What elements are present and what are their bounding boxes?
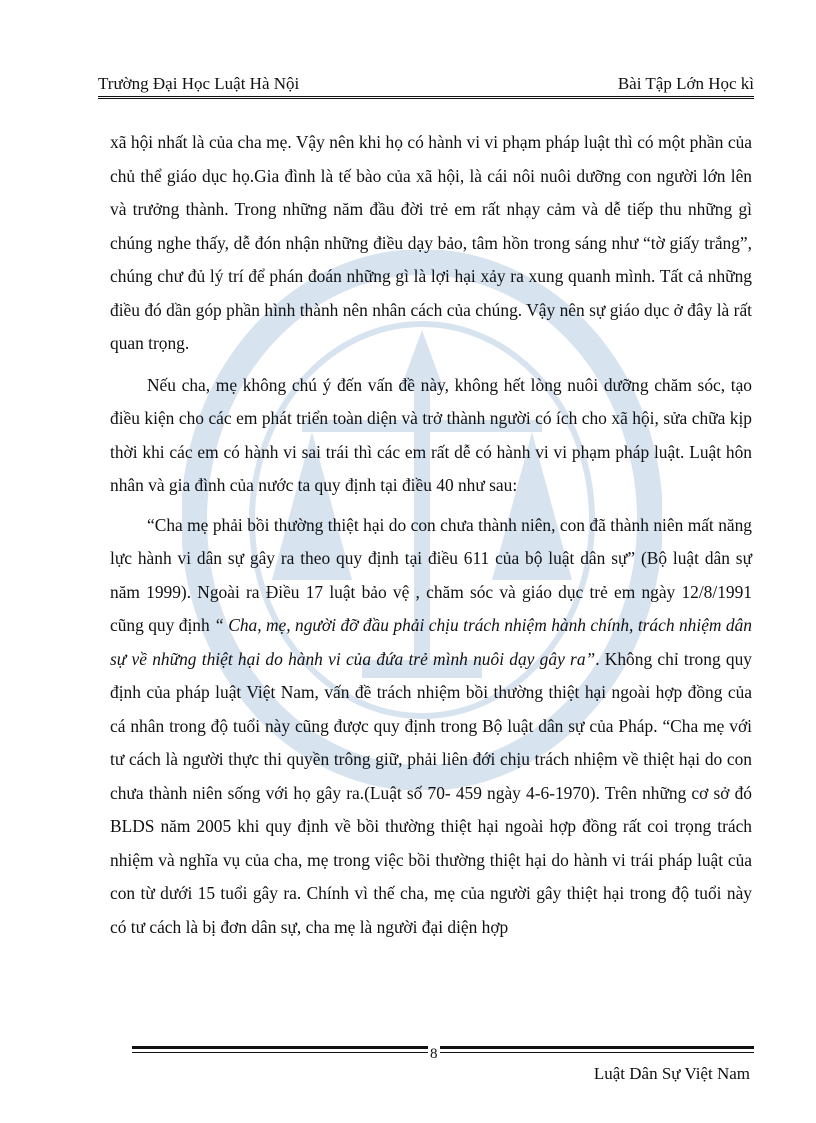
header-rule xyxy=(98,96,754,99)
paragraph-1: xã hội nhất là của cha mẹ. Vậy nên khi họ có hành vi vi phạm pháp luật thì có một phần của chủ thể giáo dục họ.Gia đình là tế bào của xã hội, là cái nôi nuôi dưỡng con người lớn lên và trưởng thành. Trong những năm đầu đời trẻ em rất nhạy cảm và dễ tiếp thu những gì chúng nghe thấy, dễ đón nhận những điều dạy bảo, tâm hồn trong sáng như “tờ giấy trắng”, chúng chư đủ lý trí để phán đoán những gì là lợi hại xảy ra xung quanh mình. Tất cả những điều đó dần góp phần hình thành nên nhân cách của chúng. Vậy nên sự giáo dục ở đây là rất quan trọng. xyxy=(110,132,752,353)
paragraph-3-quote: “ Cha, mẹ, người đỡ đầu phải chịu trách nhiệm hành chính, trách nhiệm dân sự về những thiệt hại do hành vi của đứa trẻ mình nuôi dạy gây ra” xyxy=(110,615,752,669)
page-header xyxy=(98,70,754,100)
footer-rule-thick xyxy=(132,1046,754,1049)
paragraph-3 xyxy=(110,509,752,945)
page-footer xyxy=(132,1042,754,1112)
paragraph-3-part-a: “Cha mẹ phải bồi thường thiệt hại do con chưa thành niên, con đã thành niên mất năng lực hành vi dân sự gây ra theo quy định tại điều 611 của bộ luật dân sự” (Bộ luật dân sự năm 1999). Ngoài ra Điều 17 luật bảo vệ , chăm sóc và giáo dục trẻ em ngày 12/8/1991 cũng quy định xyxy=(110,514,752,635)
header-school-name: Trường Đại Học Luật Hà Nội xyxy=(98,74,300,93)
document-body xyxy=(110,126,752,944)
paragraph-3-part-b: . Không chỉ trong quy định của pháp luật Việt Nam, vấn đề trách nhiệm bồi thường thiệt hại ngoài hợp đồng của cá nhân trong độ tuổi này cũng được quy định trong Bộ luật dân sự của Pháp. “Cha mẹ với tư cách là người thực thi quyền trông giữ, phải liên đới chịu trách nhiệm về thiệt hại do con chưa thành niên sống với họ gây ra.(Luật số 70- 459 ngày 4-6-1970). Trên những cơ sở đó BLDS năm 2005 khi quy định về bồi thường thiệt hại ngoài hợp đồng rất coi trọng trách nhiệm và nghĩa vụ của cha, mẹ trong việc bồi thường thiệt hại do hành vi trái pháp luật của con từ dưới 15 tuổi gây ra. Chính vì thế cha, mẹ của người gây thiệt hại trong độ tuổi này có tư cách là bị đơn dân sự, cha mẹ là người đại diện hợp xyxy=(110,648,752,937)
header-document-title: Bài Tập Lớn Học kì xyxy=(617,74,754,93)
footer-rule-thin xyxy=(132,1052,754,1053)
footer-course-name: Luật Dân Sự Việt Nam xyxy=(593,1064,750,1083)
paragraph-2: Nếu cha, mẹ không chú ý đến vấn đề này, không hết lòng nuôi dưỡng chăm sóc, tạo điều kiện cho các em phát triển toàn diện và trở thành người có ích cho xã hội, sửa chữa kịp thời khi các em có hành vi sai trái thì các em rất dễ có hành vi vi phạm pháp luật. Luật hôn nhân và gia đình của nước ta quy định tại điều 40 như sau: xyxy=(110,374,752,495)
page-number: 8 xyxy=(430,1046,438,1062)
